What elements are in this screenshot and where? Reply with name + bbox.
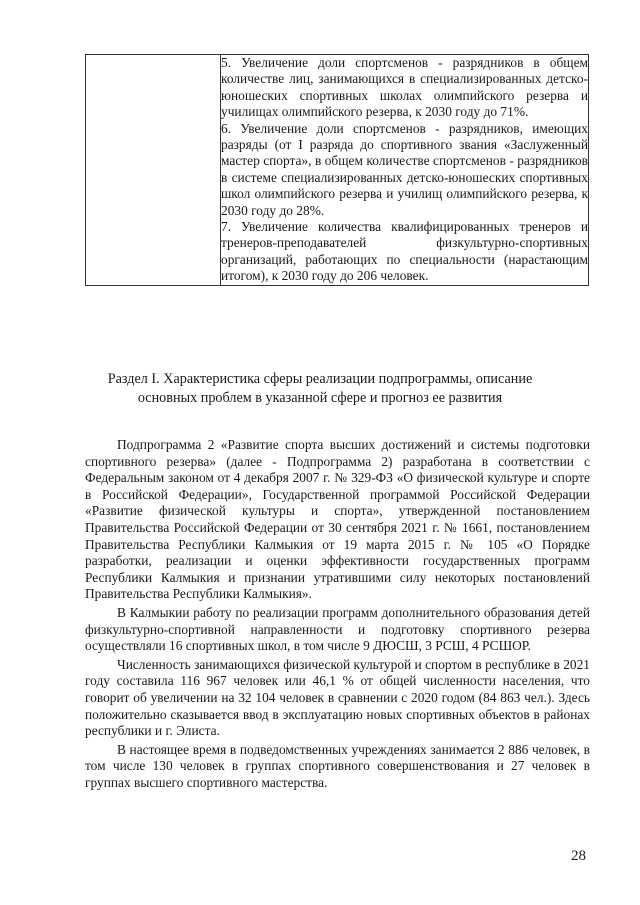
table-cell-indicators	[221, 55, 589, 286]
indicator-item-7: 7. Увеличение количества квалифицированных тренеров и тренеров-преподавателей физкультурно-спортивных организаций, работающих по специальности (нарастающим итогом), к 2030 году до 206 человек.	[221, 219, 588, 284]
section-heading	[100, 370, 540, 408]
table-cell-empty	[86, 55, 221, 286]
indicator-item-5: 5. Увеличение доли спортсменов - разрядников в общем количестве лиц, занимающихся в специализированных детско-юношеских спортивных школах олимпийского резерва и училищах олимпийского резерва, к 2030 году до 71%.	[221, 55, 588, 120]
paragraph: В настоящее время в подведомственных учреждениях занимается 2 886 человек, в том числе 130 человек в группах спортивного совершенствования и 27 человек в группах высшего спортивного мастерства.	[85, 741, 590, 790]
section-heading-line-2: основных проблем в указанной сфере и прогноз ее развития	[137, 390, 503, 406]
indicator-item-6: 6. Увеличение доли спортсменов - разрядников, имеющих разряды (от I разряда до спортивного звания «Заслуженный мастер спорта», в общем количестве спортсменов - разрядников в системе специализированных детско-юношеских спортивных школ олимпийского резерва и училищ олимпийского резерва, к 2030 году до 28%.	[221, 120, 588, 218]
page-number: 28	[571, 848, 586, 864]
table-row	[86, 55, 589, 286]
body-text	[85, 437, 590, 793]
indicators-table	[85, 54, 589, 286]
paragraph: В Калмыкии работу по реализации программ дополнительного образования детей физкультурно-спортивной направленности и подготовку спортивного резерва осуществляли 16 спортивных школ, в том числе 9 ДЮСШ, 3 РСШ, 4 РСШОР.	[85, 604, 590, 654]
paragraph: Подпрограмма 2 «Развитие спорта высших достижений и системы подготовки спортивного резерва» (далее - Подпрограмма 2) разработана в соответствии с Федеральным законом от 4 декабря 2007 г. № 329-ФЗ «О физической культуре и спорте в Российской Федерации», Государственной программой Российской Федерации «Развитие физической культуры и спорта», утвержденной постановлением Правительства Российской Федерации от 30 сентября 2021 г. № 1661, постановлением Правительства Республики Калмыкия от 19 марта 2015 г. № 105 «О Порядке разработки, реализации и оценки эффективности государственных программ Республики Калмыкия и признании утратившими силу некоторых постановлений Правительства Республики Калмыкия».	[85, 437, 590, 602]
paragraph: Численность занимающихся физической культурой и спортом в республике в 2021 году составила 116 967 человек или 46,1 % от общей численности населения, что говорит об увеличении на 32 104 человек в сравнении с 2020 годом (84 863 чел.). Здесь положительно сказывается ввод в эксплуатацию новых спортивных объектов в районах республики и г. Элиста.	[85, 656, 590, 739]
section-heading-line-1: Раздел I. Характеристика сферы реализации подпрограммы, описание	[107, 371, 533, 387]
